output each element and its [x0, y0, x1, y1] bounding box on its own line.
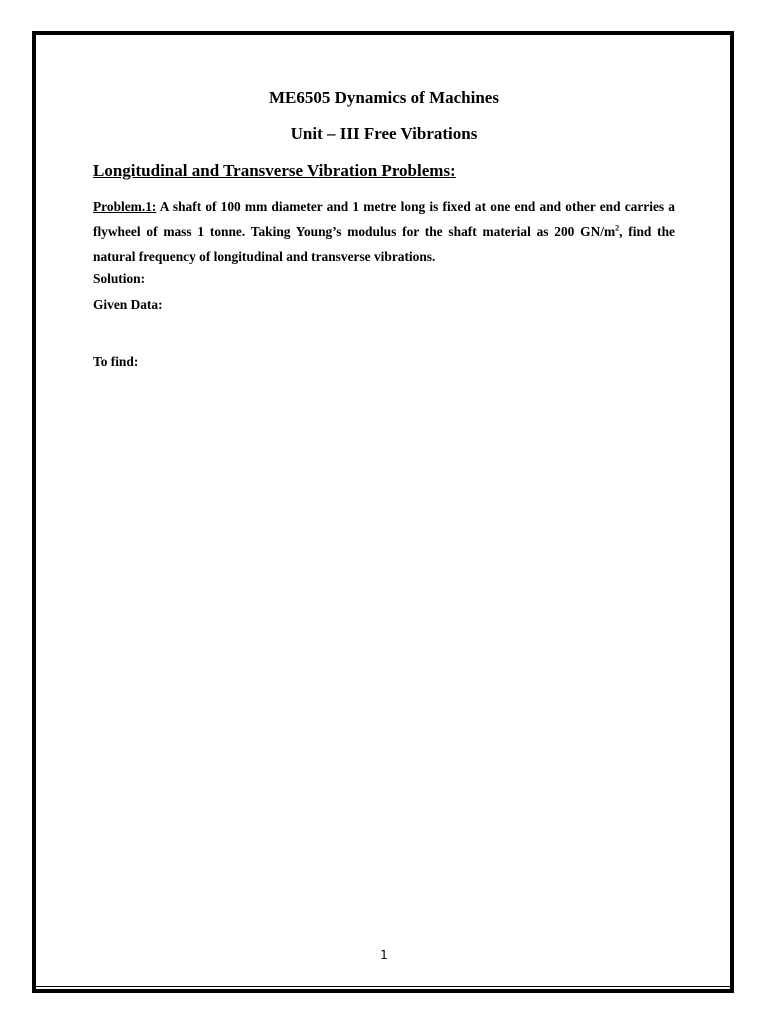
problem-text-part2: , find the natural frequency of longitudinal and transverse vibrations.	[93, 224, 675, 264]
page-number: 1	[380, 948, 388, 962]
course-title: ME6505 Dynamics of Machines	[269, 88, 499, 107]
problem-text-part1: A shaft of 100 mm diameter and 1 metre long is fixed at one end and other end carries a flywheel of mass 1 tonne. Taking Young’s modulus for the shaft material as 200 GN/m	[93, 199, 675, 239]
given-data-label: Given Data:	[93, 297, 163, 312]
page-border-inner-line	[36, 986, 730, 987]
unit-title: Unit – III Free Vibrations	[290, 124, 478, 143]
section-title: Longitudinal and Transverse Vibration Problems:	[93, 161, 456, 180]
problem-statement	[93, 194, 675, 269]
problem-label: Problem.1:	[93, 199, 157, 214]
solution-label: Solution:	[93, 271, 146, 286]
to-find-label: To find:	[93, 354, 139, 369]
problem-superscript: 2	[615, 223, 620, 233]
